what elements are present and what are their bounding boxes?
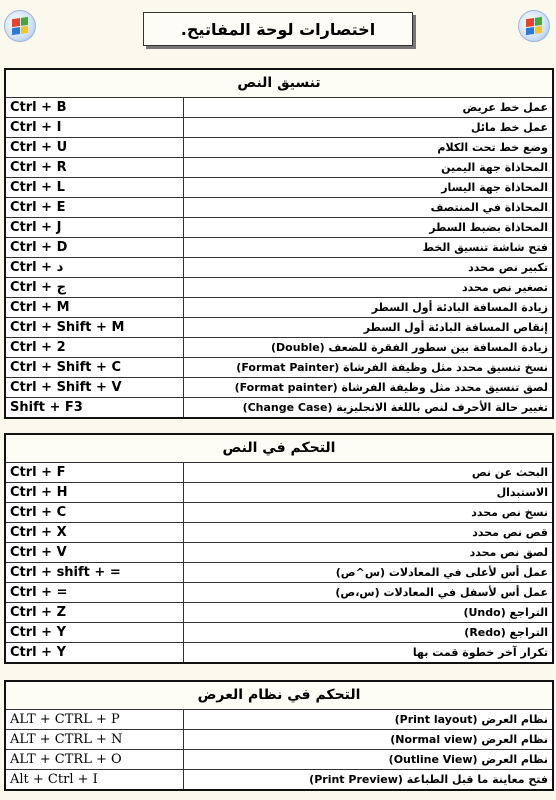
shortcut-description: فتح شاشة تنسيق الخط [183,238,553,258]
shortcut-description: تصغير نص محدد [183,278,553,298]
table-row [5,730,553,750]
shortcut-description: نظام العرض (Print layout) [183,710,553,730]
shortcut-description: البحث عن نص [183,463,553,483]
table-row [5,278,553,298]
table-row [5,298,553,318]
table-row [5,483,553,503]
shortcut-key: Ctrl + Shift + C [5,358,183,378]
shortcut-description: الاستبدال [183,483,553,503]
table-row [5,118,553,138]
shortcut-description: إنقاص المسافة البادئة أول السطر [183,318,553,338]
table-row [5,178,553,198]
shortcut-key: Ctrl + Y [5,623,183,643]
table-row [5,643,553,664]
shortcut-description: تكبير نص محدد [183,258,553,278]
shortcut-description: فتح معاينة ما قبل الطباعة (Print Preview) [183,770,553,791]
table-row [5,338,553,358]
table-row [5,98,553,118]
table-row [5,358,553,378]
section-heading: تنسيق النص [5,69,553,98]
shortcut-description: عمل أس لأعلى في المعادلات (س^ص) [183,563,553,583]
page-title: اختصارات لوحة المفاتيح. [143,12,413,46]
shortcut-key: Ctrl + 2 [5,338,183,358]
shortcut-description: المحاذاة جهة اليمين [183,158,553,178]
shortcut-key: Ctrl + F [5,463,183,483]
table-row [5,770,553,791]
table-row [5,583,553,603]
shortcut-description: نظام العرض (Normal view) [183,730,553,750]
section-heading: التحكم في نظام العرض [5,681,553,710]
shortcut-key: Ctrl + I [5,118,183,138]
shortcut-description: المحاذاة بضبط السطر [183,218,553,238]
shortcut-key: Ctrl + shift + = [5,563,183,583]
shortcut-description: المحاذاة جهة اليسار [183,178,553,198]
shortcut-key: Ctrl + Shift + M [5,318,183,338]
shortcut-key: Ctrl + H [5,483,183,503]
shortcut-description: قص نص محدد [183,523,553,543]
shortcut-key: Shift + F3 [5,398,183,419]
shortcut-description: التراجع (Undo) [183,603,553,623]
shortcut-key: Ctrl + V [5,543,183,563]
shortcuts-table-view-control [4,680,554,791]
table-row [5,258,553,278]
shortcut-key: Ctrl + C [5,503,183,523]
table-row [5,750,553,770]
shortcut-description: التراجع (Redo) [183,623,553,643]
shortcut-description: تغيير حالة الأحرف لنص باللغة الانجليزية (Change Case) [183,398,553,419]
shortcut-key: Ctrl + E [5,198,183,218]
table-row [5,398,553,419]
shortcut-description: لصق تنسيق محدد مثل وظيفة الفرشاة (Format painter) [183,378,553,398]
table-row [5,623,553,643]
shortcut-description: زيادة المسافة بين سطور الفقرة للضعف (Double) [183,338,553,358]
shortcut-key: Ctrl + Z [5,603,183,623]
windows-logo-icon [4,10,36,42]
shortcut-key: Ctrl + R [5,158,183,178]
table-row [5,543,553,563]
shortcut-description: تكرار آخر خطوة قمت بها [183,643,553,664]
shortcut-key: Ctrl + ج [5,278,183,298]
shortcut-key: ALT + CTRL + N [5,730,183,750]
table-row [5,603,553,623]
table-row [5,710,553,730]
table-row [5,503,553,523]
page-header [0,0,556,60]
shortcut-description: نسخ نص محدد [183,503,553,523]
windows-logo-icon [518,10,550,42]
shortcut-description: نظام العرض (Outline View) [183,750,553,770]
table-row [5,378,553,398]
shortcut-key: Ctrl + د [5,258,183,278]
shortcut-description: لصق نص محدد [183,543,553,563]
shortcut-description: عمل خط عريض [183,98,553,118]
shortcut-key: Ctrl + D [5,238,183,258]
shortcut-key: ALT + CTRL + P [5,710,183,730]
shortcut-key: Ctrl + B [5,98,183,118]
section-heading: التحكم في النص [5,434,553,463]
shortcuts-table-text-formatting [4,68,554,419]
shortcut-key: Ctrl + J [5,218,183,238]
table-row [5,158,553,178]
shortcut-key: Ctrl + U [5,138,183,158]
shortcut-key: Ctrl + M [5,298,183,318]
table-row [5,523,553,543]
shortcut-description: زيادة المسافة البادئة أول السطر [183,298,553,318]
table-row [5,238,553,258]
shortcut-description: وضع خط تحت الكلام [183,138,553,158]
shortcut-key: Ctrl + Y [5,643,183,664]
shortcut-description: عمل خط مائل [183,118,553,138]
shortcut-key: ALT + CTRL + O [5,750,183,770]
table-row [5,563,553,583]
shortcut-description: نسخ تنسيق محدد مثل وظيفة الفرشاة (Format Painter) [183,358,553,378]
table-row [5,138,553,158]
shortcuts-table-text-control [4,433,554,664]
table-row [5,318,553,338]
table-row [5,218,553,238]
table-row [5,198,553,218]
shortcut-key: Ctrl + X [5,523,183,543]
shortcut-key: Ctrl + = [5,583,183,603]
shortcut-description: المحاذاة في المنتصف [183,198,553,218]
shortcut-description: عمل أس لأسفل في المعادلات (س،ص) [183,583,553,603]
table-row [5,463,553,483]
shortcut-key: Alt + Ctrl + I [5,770,183,791]
shortcut-key: Ctrl + L [5,178,183,198]
shortcut-key: Ctrl + Shift + V [5,378,183,398]
